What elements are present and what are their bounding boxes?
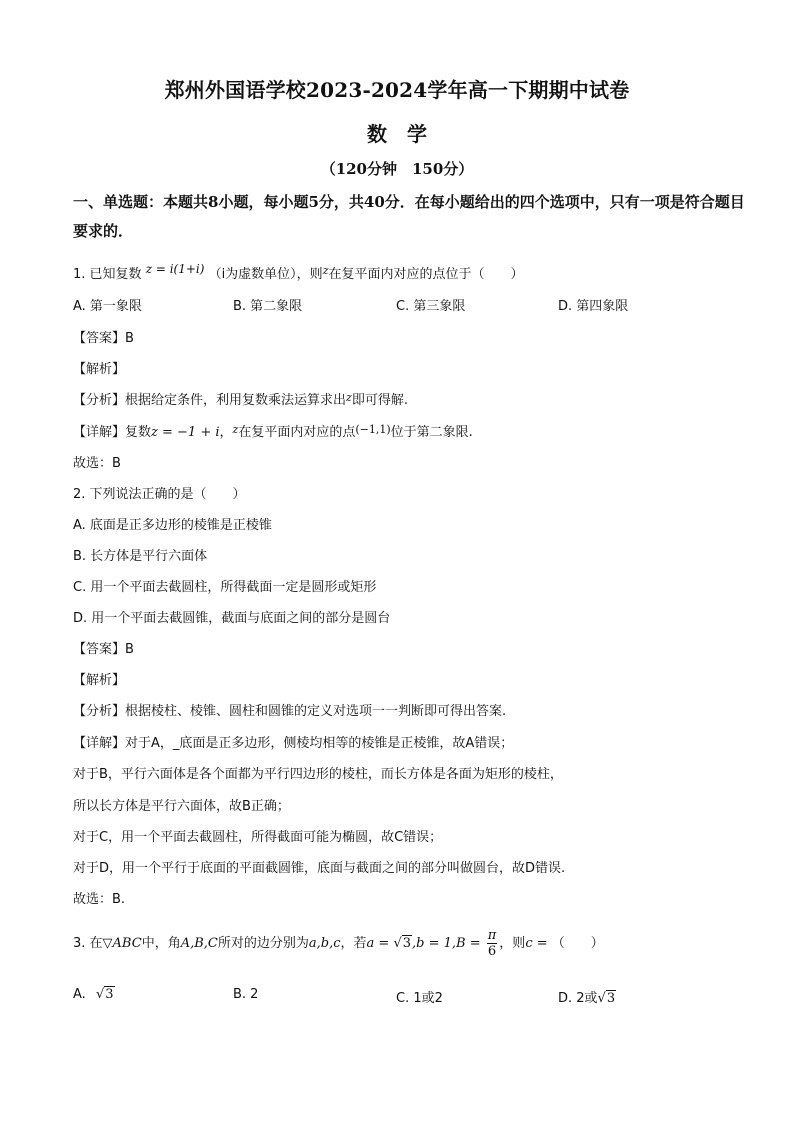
q3-mid4: ，则 [499, 936, 526, 951]
q3-triangle: ▽ABC [102, 936, 142, 951]
q3-cond-a: a = [366, 936, 394, 951]
q3-sqrt3: √3 [393, 936, 412, 951]
exam-title: 郑州外国语学校2023-2024学年高一下期期中试卷 [164, 78, 630, 102]
exam-subject: 数 学 [367, 122, 427, 146]
q1-fenxi-a: 【分析】根据给定条件，利用复数乘法运算求出 [73, 393, 347, 408]
q3-option-a [73, 987, 115, 1002]
q1-fenxi-var: z [346, 391, 352, 404]
q3-ask: c = [525, 936, 552, 951]
q3-option-d-sqrt: √3 [597, 991, 616, 1006]
q1-xiangjie-b: ， [219, 425, 233, 440]
q1-xiangjie-var: z [232, 423, 239, 436]
q1-analysis-label: 【解析】 [73, 362, 126, 377]
q3-angles: A,B,C [180, 936, 218, 951]
q2-detail-4: 对于C，用一个平面去截圆柱，所得截面可能为椭圆，故C错误； [73, 830, 443, 845]
q3-mid2: 所对的边分别为 [217, 936, 309, 951]
q3-stem [73, 928, 604, 959]
q1-xiangjie-d: 位于第二象限. [390, 425, 473, 440]
q1-xiangjie [73, 421, 473, 440]
q1-option-b: B. 第二象限 [233, 299, 303, 314]
q3-option-a-sqrt: √3 [95, 987, 114, 1002]
q1-stem [73, 262, 524, 282]
q2-fenxi: 【分析】根据棱柱、棱锥、圆柱和圆锥的定义对选项一一判断即可得出答案. [73, 704, 507, 719]
q3-option-a-label: A. [73, 987, 86, 1002]
q3-option-d-label: D. 2或 [558, 991, 598, 1006]
q1-option-c: C. 第三象限 [396, 299, 466, 314]
q3-mid3: ，若 [340, 936, 367, 951]
q2-detail-3: 所以长方体是平行六面体，故B正确； [73, 799, 290, 814]
q3-frac-num: π [487, 928, 497, 943]
q2-option-d: D. 用一个平面去截圆锥，截面与底面之间的部分是圆台 [73, 611, 391, 626]
q1-xiangjie-point: (−1,1) [355, 423, 391, 436]
q3-cond-b: ,b = 1,B = [412, 936, 485, 951]
q2-option-b: B. 长方体是平行六面体 [73, 549, 208, 564]
q3-frac-den: 6 [487, 944, 497, 959]
q2-detail-2: 对于B，平行六面体是各个面都为平行四边形的棱柱，而长方体是各面为矩形的棱柱， [73, 767, 563, 782]
q3-sides: a,b,c [308, 936, 341, 951]
q3-option-d [558, 987, 616, 1006]
q1-xiangjie-expr: z = −1 + i [151, 425, 220, 440]
q2-option-a: A. 底面是正多边形的棱锥是正棱锥 [73, 518, 272, 533]
q1-prefix: 1. 已知复数 [73, 267, 142, 282]
q1-choice: 故选：B [73, 456, 121, 471]
q2-option-c: C. 用一个平面去截圆柱，所得截面一定是圆形或矩形 [73, 580, 377, 595]
q3-mid1: 中，角 [141, 936, 181, 951]
q2-answer: 【答案】B [73, 642, 134, 657]
q3-frac [487, 928, 498, 959]
q2-analysis-label: 【解析】 [73, 673, 126, 688]
q1-var: z [322, 264, 329, 277]
q1-fenxi [73, 389, 408, 408]
q1-answer: 【答案】B [73, 331, 134, 346]
q3-option-c: C. 1或2 [396, 991, 443, 1006]
q3-tail: （ ） [551, 936, 604, 951]
q1-option-a: A. 第一象限 [73, 299, 142, 314]
q2-choice: 故选：B. [73, 892, 126, 907]
q3-prefix: 3. 在 [73, 936, 103, 951]
q1-xiangjie-a: 【详解】复数 [73, 425, 152, 440]
q1-note: （i为虚数单位），则 [208, 267, 323, 282]
q1-expr: z = i(1+i) [145, 262, 205, 276]
q2-detail-1: 【详解】对于A，_底面是正多边形，侧棱均相等的棱锥是正棱锥，故A错误； [73, 736, 514, 751]
q1-xiangjie-c: 在复平面内对应的点 [238, 425, 356, 440]
q2-stem: 2. 下列说法正确的是（ ） [73, 487, 246, 502]
section-heading: 一、单选题：本题共8小题，每小题5分，共40分．在每小题给出的四个选项中，只有一项是符合题目要求的． [73, 193, 745, 240]
exam-time: （120分钟 150分） [320, 160, 474, 178]
q2-detail-5: 对于D，用一个平行于底面的平面截圆锥，底面与截面之间的部分叫做圆台，故D错误. [73, 861, 566, 876]
q3-option-b: B. 2 [233, 987, 259, 1002]
q1-option-d: D. 第四象限 [558, 299, 629, 314]
q1-fenxi-b: 即可得解. [351, 393, 408, 408]
q1-tail: 在复平面内对应的点位于（ ） [328, 267, 524, 282]
